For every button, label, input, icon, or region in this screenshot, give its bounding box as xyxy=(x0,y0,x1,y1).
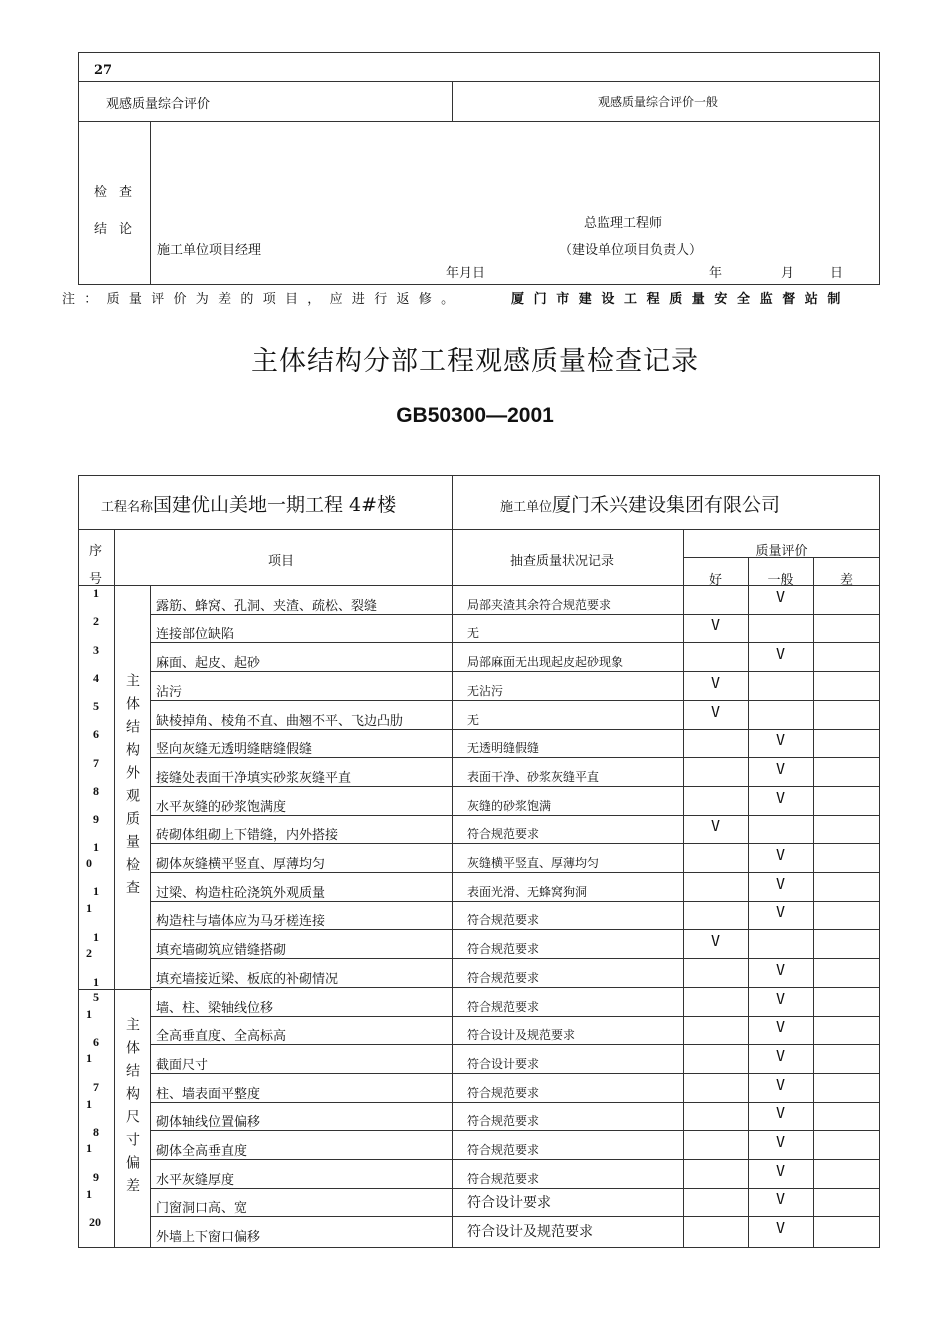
conclusion-label-2: 结论 xyxy=(94,222,145,237)
row-item-text: 接缝处表面干净填实砂浆灰缝平直 xyxy=(156,771,352,786)
row-record-text: 无 xyxy=(467,713,480,727)
row-rating-mark: V xyxy=(711,616,721,634)
row-rating-mark: V xyxy=(711,932,721,950)
row-rating-mark: V xyxy=(711,674,721,692)
sequence-number: 1 xyxy=(86,901,92,915)
row-item-text: 截面尺寸 xyxy=(156,1058,209,1073)
row-rating-mark: V xyxy=(776,789,786,807)
contractor-manager: 施工单位项目经理 xyxy=(157,243,262,258)
sequence-number: 1 xyxy=(86,1187,92,1201)
sequence-number: 1 xyxy=(93,884,99,898)
row-rating-mark: V xyxy=(776,645,786,663)
row-rating-mark: V xyxy=(711,703,721,721)
sequence-number: 1 xyxy=(93,975,99,989)
row-rating-mark: V xyxy=(776,990,786,1008)
date-day: 日 xyxy=(830,266,844,281)
row-rating-mark: V xyxy=(776,1133,786,1151)
row-item-text: 砌体轴线位置偏移 xyxy=(156,1115,261,1130)
row-record-text: 符合规范要求 xyxy=(467,827,540,841)
sequence-number: 7 xyxy=(93,756,99,770)
row-item-text: 水平灰缝的砂浆饱满度 xyxy=(156,800,287,815)
row-record-text: 符合规范要求 xyxy=(467,1143,540,1157)
sequence-number: 1 xyxy=(86,1051,92,1065)
row-item-text: 填充墙接近梁、板底的补砌情况 xyxy=(156,972,339,987)
sequence-number: 9 xyxy=(93,812,99,826)
row-item-text: 砌体全高垂直度 xyxy=(156,1144,248,1159)
sequence-number: 1 xyxy=(93,586,99,600)
row-rating-mark: V xyxy=(776,1190,786,1208)
row-record-text: 局部麻面无出现起皮起砂现象 xyxy=(467,655,624,669)
sequence-number: 2 xyxy=(86,946,92,960)
row-item-text: 麻面、起皮、起砂 xyxy=(156,656,261,671)
row-record-text: 无 xyxy=(467,626,480,640)
row-item-text: 填充墙砌筑应错缝搭砌 xyxy=(156,943,287,958)
contractor-value: 厦门禾兴建设集团有限公司 xyxy=(552,494,781,516)
sequence-number: 1 xyxy=(86,1007,92,1021)
project-name-value: 国建优山美地一期工程 4#楼 xyxy=(153,494,397,516)
project-name-label: 工程名称 xyxy=(101,500,154,515)
row-record-text: 符合规范要求 xyxy=(467,913,540,927)
row-item-text: 构造柱与墙体应为马牙槎连接 xyxy=(156,914,326,929)
sequence-number: 1 xyxy=(86,1141,92,1155)
row-record-text: 无透明缝假缝 xyxy=(467,741,540,755)
row-rating-mark: V xyxy=(776,1076,786,1094)
col-seq-header: 序号 xyxy=(89,544,103,587)
standard-code: GB50300—2001 xyxy=(396,404,554,427)
row-item-text: 全高垂直度、全高标高 xyxy=(156,1029,287,1044)
row-record-text: 灰缝的砂浆饱满 xyxy=(467,799,552,813)
sequence-number: 0 xyxy=(86,856,92,870)
date-year: 年 xyxy=(709,266,723,281)
row-record-text: 符合设计要求 xyxy=(467,1195,551,1211)
row-record-text: 符合规范要求 xyxy=(467,1114,540,1128)
row-rating-mark: V xyxy=(776,961,786,979)
row-record-text: 符合规范要求 xyxy=(467,1086,540,1100)
row-record-text: 符合规范要求 xyxy=(467,971,540,985)
col-good-header: 好 xyxy=(708,573,722,588)
contractor-label: 施工单位 xyxy=(500,500,553,515)
row-item-text: 连接部位缺陷 xyxy=(156,627,235,642)
row-rating-mark: V xyxy=(776,903,786,921)
row-rating-mark: V xyxy=(776,760,786,778)
sequence-number: 6 xyxy=(93,727,99,741)
sequence-number: 8 xyxy=(93,1125,99,1139)
sequence-number: 3 xyxy=(93,643,99,657)
row-rating-mark: V xyxy=(776,1018,786,1036)
row-record-text: 表面干净、砂浆灰缝平直 xyxy=(467,770,600,784)
row-item-text: 缺棱掉角、棱角不直、曲翘不平、飞边凸肋 xyxy=(156,714,404,729)
note-text: 注：质量评价为差的项目，应进行返修。 xyxy=(62,292,464,307)
row-item-text: 砌体灰缝横平竖直、厚薄均匀 xyxy=(156,857,326,872)
row-rating-mark: V xyxy=(776,1162,786,1180)
row-record-text: 符合规范要求 xyxy=(467,942,540,956)
row-number: 27 xyxy=(94,63,113,78)
row-rating-mark: V xyxy=(776,588,786,606)
group-label-appearance: 主体结构外观质量检查 xyxy=(124,673,140,903)
project-name-cell xyxy=(101,490,396,517)
sequence-number: 1 xyxy=(93,840,99,854)
row-item-text: 竖向灰缝无透明缝瞎缝假缝 xyxy=(156,742,313,757)
sequence-number: 1 xyxy=(93,930,99,944)
owner-representative: （建设单位项目负责人） xyxy=(559,243,703,258)
date-left: 年月日 xyxy=(446,266,486,281)
conclusion-label-1: 检查 xyxy=(94,185,145,200)
col-poor-header: 差 xyxy=(839,573,853,588)
row-item-text: 砖砌体组砌上下错缝，内外搭接 xyxy=(156,828,339,843)
summary-value: 观感质量综合评价一般 xyxy=(598,95,719,109)
sequence-number: 5 xyxy=(93,990,99,1004)
row-record-text: 灰缝横平竖直、厚薄均匀 xyxy=(467,856,600,870)
col-normal-header: 一般 xyxy=(767,573,794,588)
row-item-text: 过梁、构造柱砼浇筑外观质量 xyxy=(156,886,326,901)
sequence-number: 7 xyxy=(93,1080,99,1094)
contractor-cell xyxy=(500,490,780,517)
row-rating-mark: V xyxy=(776,875,786,893)
row-record-text: 符合规范要求 xyxy=(467,1000,540,1014)
row-rating-mark: V xyxy=(776,1047,786,1065)
sequence-number: 6 xyxy=(93,1035,99,1049)
row-rating-mark: V xyxy=(711,817,721,835)
sequence-number: 8 xyxy=(93,784,99,798)
col-record-header: 抽查质量状况记录 xyxy=(510,554,615,569)
row-record-text: 符合设计要求 xyxy=(467,1057,540,1071)
sequence-number: 20 xyxy=(89,1215,101,1229)
row-item-text: 门窗洞口高、宽 xyxy=(156,1201,248,1216)
row-item-text: 露筋、蜂窝、孔洞、夹渣、疏松、裂缝 xyxy=(156,599,378,614)
row-item-text: 墙、柱、梁轴线位移 xyxy=(156,1001,274,1016)
col-item-header: 项目 xyxy=(268,554,295,569)
row-item-text: 沾污 xyxy=(156,685,183,700)
row-record-text: 表面光滑、无蜂窝狗洞 xyxy=(467,885,588,899)
group-label-dimension: 主体结构尺寸偏差 xyxy=(124,1017,140,1201)
date-month: 月 xyxy=(781,266,795,281)
note-issuer: 厦门市建设工程质量安全监督站制 xyxy=(511,292,851,307)
sequence-number: 5 xyxy=(93,699,99,713)
sequence-number: 9 xyxy=(93,1170,99,1184)
row-rating-mark: V xyxy=(776,1104,786,1122)
document-title: 主体结构分部工程观感质量检查记录 xyxy=(251,346,699,377)
row-record-text: 局部夹渣其余符合规范要求 xyxy=(467,598,612,612)
sequence-number: 1 xyxy=(86,1097,92,1111)
sequence-number: 4 xyxy=(93,671,99,685)
row-record-text: 符合规范要求 xyxy=(467,1172,540,1186)
summary-label: 观感质量综合评价 xyxy=(106,97,211,112)
row-record-text: 无沾污 xyxy=(467,684,504,698)
sequence-number: 2 xyxy=(93,614,99,628)
col-rating-header: 质量评价 xyxy=(755,544,808,559)
row-item-text: 外墙上下窗口偏移 xyxy=(156,1230,261,1245)
row-item-text: 柱、墙表面平整度 xyxy=(156,1087,261,1102)
chief-supervisor: 总监理工程师 xyxy=(584,216,663,231)
row-item-text: 水平灰缝厚度 xyxy=(156,1173,235,1188)
row-record-text: 符合设计及规范要求 xyxy=(467,1224,593,1240)
row-rating-mark: V xyxy=(776,731,786,749)
row-rating-mark: V xyxy=(776,1219,786,1237)
row-record-text: 符合设计及规范要求 xyxy=(467,1028,576,1042)
row-rating-mark: V xyxy=(776,846,786,864)
